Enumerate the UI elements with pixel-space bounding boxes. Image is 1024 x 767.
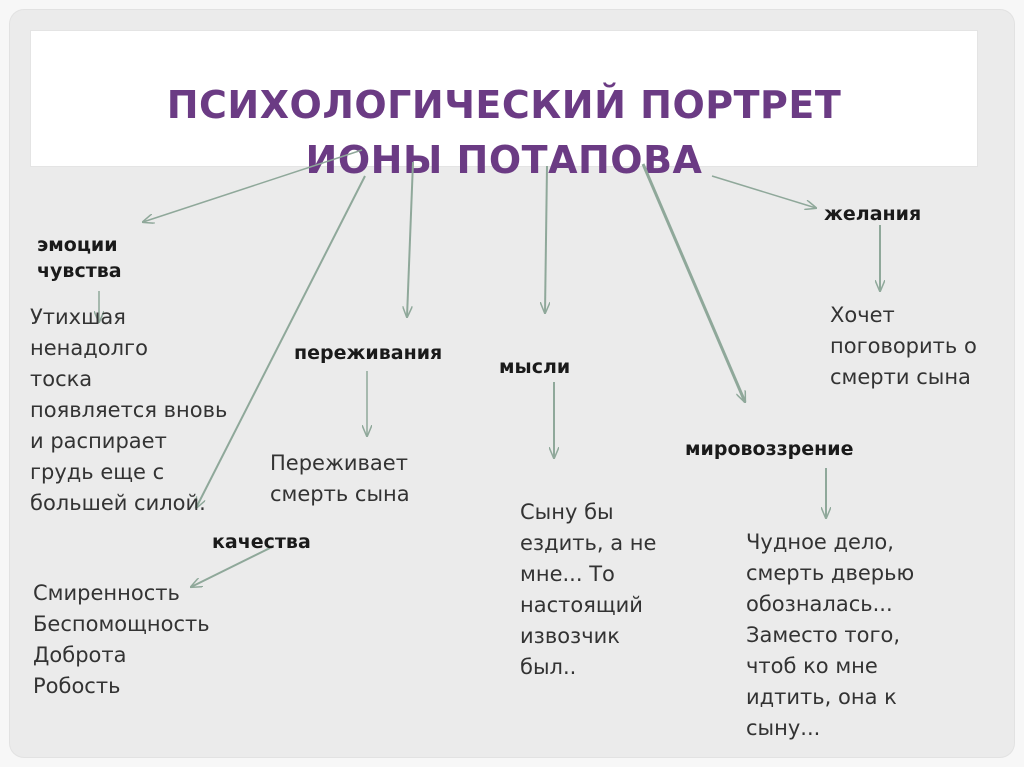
arrow-to-worldview	[643, 164, 745, 402]
title-line-1: ПСИХОЛОГИЧЕСКИЙ ПОРТРЕТ	[166, 83, 842, 127]
label-thoughts: мысли	[499, 356, 571, 378]
label-worldview: мировоззрение	[685, 438, 854, 460]
arrow-to-emotions	[143, 150, 362, 222]
text-desires: Хочет поговорить о смерти сына	[830, 303, 977, 389]
label-desires: желания	[824, 203, 922, 225]
arrow-to-desires	[712, 176, 816, 208]
text-worldview: Чудное дело, смерть дверью обозналась... Заместо того, чтоб ко мне идтить, она к сыну...	[746, 530, 915, 740]
text-emotions: Утихшая ненадолго тоска появляется вновь и распирает грудь еще с большей силой.	[30, 305, 228, 515]
arrow-to-thoughts	[545, 166, 547, 313]
label-qualities: качества	[212, 531, 311, 553]
text-qualities: Смиренность Беспомощность Доброта Робость	[33, 581, 210, 698]
text-experiences: Переживает смерть сына	[270, 451, 410, 506]
text-thoughts: Сыну бы ездить, а не мне... То настоящий извозчик был..	[520, 500, 657, 679]
title-line-2: ИОНЫ ПОТАПОВА	[305, 138, 703, 182]
arrow-to-experiences	[407, 162, 413, 317]
label-experiences: переживания	[294, 342, 443, 364]
label-emotions: эмоции чувства	[37, 234, 122, 282]
